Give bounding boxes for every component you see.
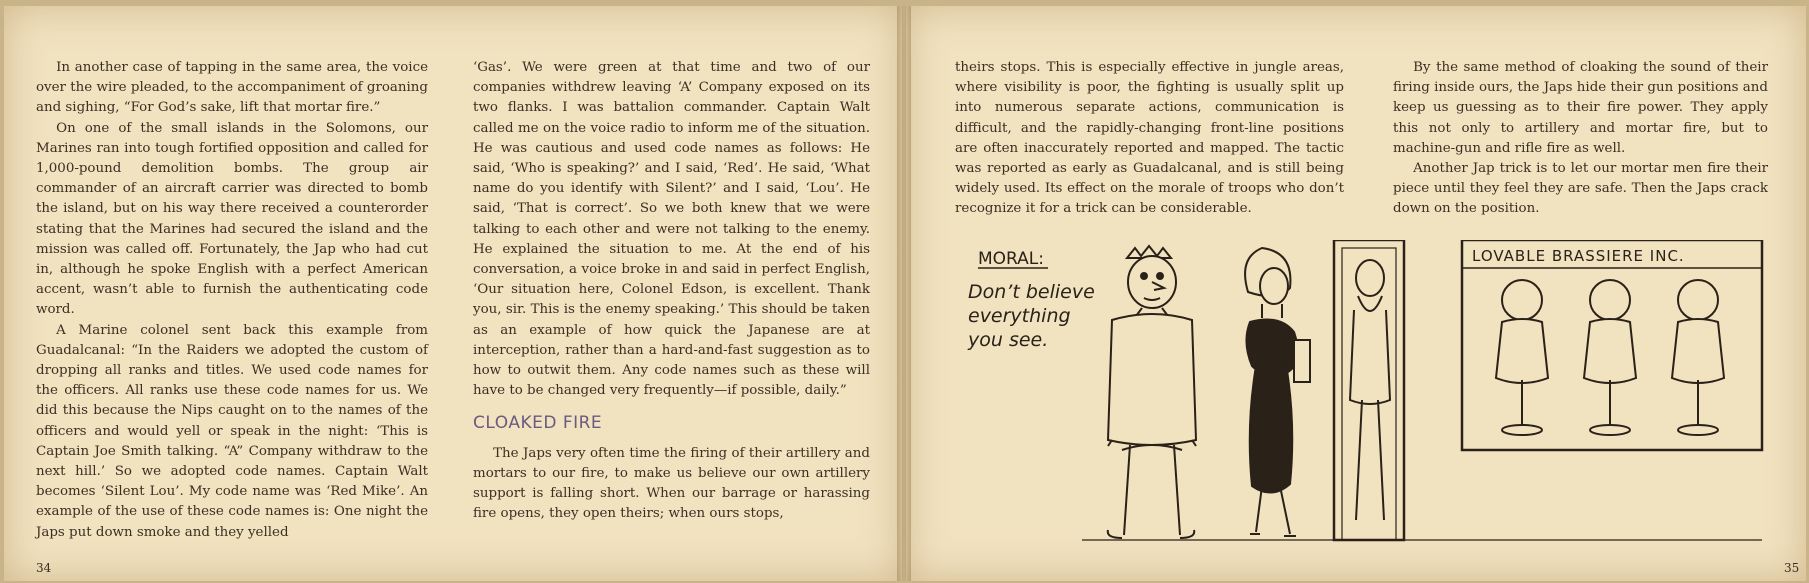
paragraph: A Marine colonel sent back this example from Guadalcanal: “In the Raiders we adopted the custom of dropping all ranks and titles. We used code names for the officers. All ranks use these code names for us. We did this because the Nips caught on to the names of the officers and would yell or speak in the night: ‘This is Captain Joe Smith talking. “A” Company withdraw to the next hill.’ So we adopted code names. Captain Walt becomes ‘Silent Lou’. My code name was ‘Red Mike’. An example of the use of these code names is: One night the Japs put down smoke and they yelled (36, 322, 428, 540)
shop-window (1462, 240, 1762, 450)
right-page-column-2 (1393, 58, 1768, 220)
cartoon-illustration (962, 240, 1770, 560)
moral-line-3: you see. (968, 329, 1049, 351)
paragraph: The Japs very often time the firing of their artillery and mortars to our fire, to make us believe our own artillery support is falling short. When our barrage or harassing fire opens, they open theirs; when ours stops, (473, 445, 870, 522)
shop-sign: LOVABLE BRASSIERE INC. (1472, 247, 1685, 265)
moral-line-2: everything (968, 305, 1071, 327)
sailor-figure (1108, 246, 1196, 538)
left-page (4, 6, 902, 581)
dress-form (1584, 280, 1636, 435)
section-heading: CLOAKED FIRE (473, 413, 603, 434)
page-number: 34 (36, 561, 52, 575)
woman-figure (1245, 248, 1310, 536)
book-gutter (897, 6, 911, 581)
paragraph: ‘Gas’. We were green at that time and two of our companies withdrew leaving ‘A’ Company exposed on its two flanks. I was battalion commander. Captain Walt called me on the voice radio to inform me of the situation. He was cautious and used code names as follows: He said, ‘Who is speaking?’ and I said, ‘Red’. He said, ‘What name do you identify with Silent?’ and I said, ‘Lou’. He said, ‘That is correct’. So we both knew that we were talking to each other and were not talking to the enemy. He explained the situation to me. At the end of his conversation, a voice broke in and said in perfect English, ‘Our situation here, Colonel Edson, is excellent. Thank you, sir. This is the enemy speaking.’ This should be taken as an example of how quick the Japanese are at interception, rather than a hard-and-fast suggestion as to how to outwit them. Any code names such as these will have to be changed very frequently—if possible, daily.” (473, 60, 870, 399)
paragraph: Another Jap trick is to let our mortar men fire their piece until they feel they are safe. Then the Japs crack down on the position. (1393, 161, 1768, 217)
paragraph: theirs stops. This is especially effective in jungle areas, where visibility is poor, the fighting is usually split up into numerous separate actions, communication is difficult, and the rapidly-changing front-line positions are often inaccurately reported and mapped. The tactic was reported as early as Guadalcanal, and is still being widely used. Its effect on the morale of troops who don’t recognize it for a trick can be considerable. (955, 60, 1344, 217)
paragraph: In another case of tapping in the same area, the voice over the wire pleaded, to the accompaniment of groaning and sighing, “For God’s sake, lift that mortar fire.” (36, 60, 428, 116)
moral-heading: MORAL: (978, 249, 1044, 269)
dress-form (1672, 280, 1724, 435)
paragraph: On one of the small islands in the Solomons, our Marines ran into tough fortified opposition and called for 1,000-pound demolition bombs. The group air commander of an aircraft carrier was directed to bomb the island, but on his way there received a counterorder stating that the Marines had secured the island and the mission was called off. Fortunately, the Jap who had cut in, although he spoke English with a perfect American accent, wasn’t able to furnish the authenticating code word. (36, 120, 428, 318)
moral-line-1: Don’t believe (968, 281, 1095, 303)
page-number: 35 (1784, 561, 1800, 575)
left-page-column-2 (473, 58, 870, 524)
left-page-column-1 (36, 58, 428, 543)
right-page-column-1 (955, 58, 1344, 220)
doorway-mannequin (1334, 240, 1404, 540)
paragraph: By the same method of cloaking the sound of their firing inside ours, the Japs hide their gun positions and keep us guessing as to their fire power. They apply this not only to artillery and mortar fire, but to machine-gun and rifle fire as well. (1393, 60, 1768, 156)
dress-form (1496, 280, 1548, 435)
